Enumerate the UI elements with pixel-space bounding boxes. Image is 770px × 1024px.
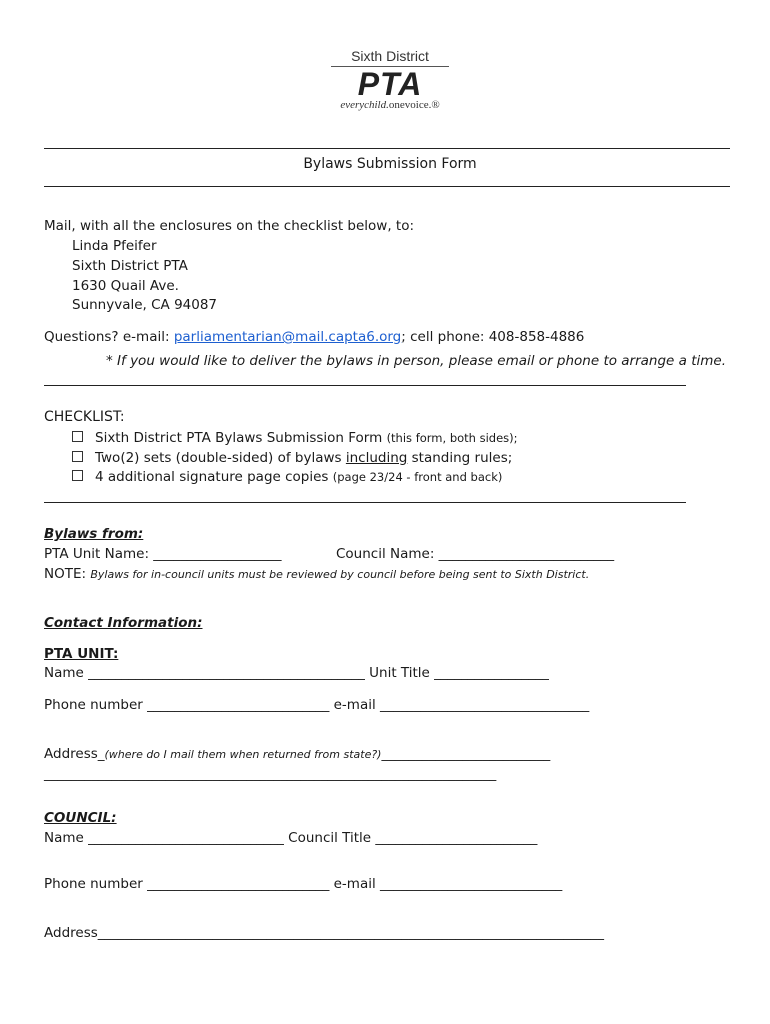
pta-logo xyxy=(320,48,460,111)
address-line-2: Sixth District PTA xyxy=(72,258,188,274)
council-heading: COUNCIL: xyxy=(44,810,117,826)
checklist-item-label: Two(2) sets (double-sided) of bylaws xyxy=(95,450,346,466)
address-line-3: 1630 Quail Ave. xyxy=(72,278,179,294)
questions-line xyxy=(44,329,584,345)
checklist-item-label: Sixth District PTA Bylaws Submission Form xyxy=(95,430,387,446)
address-blank: _________________________ xyxy=(381,746,551,762)
delivery-note: * If you would like to deliver the bylaws in person, please email or phone to arrange a time. xyxy=(106,353,727,369)
mail-intro: Mail, with all the enclosures on the checklist below, to: xyxy=(44,218,415,234)
section-rule-2 xyxy=(44,502,686,503)
logo-district: Sixth District xyxy=(351,48,429,64)
pta-unit-name-field[interactable]: PTA Unit Name: ___________________ xyxy=(44,546,282,562)
checklist-heading: CHECKLIST: xyxy=(44,409,125,425)
unit-address-line-2[interactable]: ___________________________________________________________________ xyxy=(44,766,497,782)
note-prefix: NOTE: xyxy=(44,566,91,582)
checklist-item-emphasis: including xyxy=(345,450,408,466)
checkbox-signature[interactable] xyxy=(72,470,83,481)
council-phone-email-field[interactable]: Phone number ___________________________ e-mail ___________________________ xyxy=(44,876,563,892)
council-name-title-field[interactable]: Name _____________________________ Council Title ________________________ xyxy=(44,830,538,846)
questions-prefix: Questions? e-mail: xyxy=(44,329,174,345)
checklist-item-label: 4 additional signature page copies xyxy=(95,469,333,485)
pta-unit-heading: PTA UNIT: xyxy=(44,646,119,662)
checklist-item-label-end: standing rules; xyxy=(407,450,513,466)
unit-address-field[interactable] xyxy=(44,746,550,762)
checklist-item-note: (page 23/24 - front and back) xyxy=(332,470,503,484)
section-rule-1 xyxy=(44,385,686,386)
bylaws-from-heading: Bylaws from: xyxy=(44,526,144,542)
address-line-1: Linda Pfeifer xyxy=(72,238,157,254)
logo-mark: PTA xyxy=(357,66,423,102)
checkbox-bylaws[interactable] xyxy=(72,451,83,462)
bylaws-note xyxy=(44,566,589,582)
checklist-item-signature xyxy=(72,469,502,485)
note-text: Bylaws for in-council units must be reviewed by council before being sent to Sixth District. xyxy=(90,568,590,581)
checkbox-form[interactable] xyxy=(72,431,83,442)
checklist-item-note: (this form, both sides); xyxy=(386,431,518,445)
questions-suffix: ; cell phone: 408-858-4886 xyxy=(401,329,585,345)
logo-tagline: everychild.onevoice.® xyxy=(340,99,440,111)
title-rule-top xyxy=(44,148,730,149)
contact-email-link[interactable]: parliamentarian@mail.capta6.org xyxy=(173,329,402,345)
address-line-4: Sunnyvale, CA 94087 xyxy=(72,297,218,313)
checklist-item-form xyxy=(72,430,518,446)
unit-phone-email-field[interactable]: Phone number ___________________________ e-mail _______________________________ xyxy=(44,697,590,713)
contact-info-heading: Contact Information: xyxy=(44,615,203,631)
tagline-part-b: onevoice. xyxy=(388,99,432,111)
unit-name-title-field[interactable]: Name _________________________________________ Unit Title _________________ xyxy=(44,665,549,681)
council-name-field[interactable]: Council Name: __________________________ xyxy=(336,546,615,562)
address-hint: (where do I mail them when returned from state?) xyxy=(104,748,382,761)
tagline-part-a: everychild. xyxy=(340,99,389,111)
address-label: Address_ xyxy=(44,746,105,762)
checklist-item-bylaws xyxy=(72,450,512,466)
title-rule-bottom xyxy=(44,186,730,187)
council-address-field[interactable]: Address___________________________________________________________________________ xyxy=(44,925,605,941)
form-title: Bylaws Submission Form xyxy=(303,156,477,172)
